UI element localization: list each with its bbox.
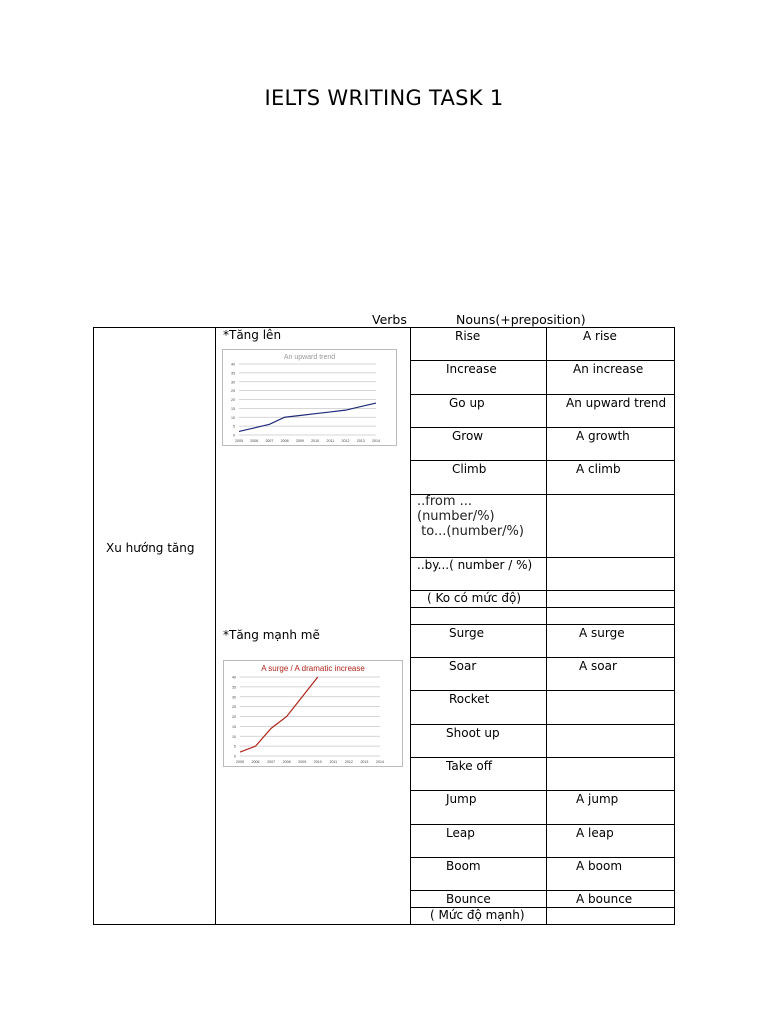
degree-cell: ( Ko có mức độ) (427, 591, 522, 605)
x-tick-label: 2008 (282, 760, 291, 764)
noun-cell: A jump (576, 792, 619, 806)
col-divider-3 (546, 327, 547, 925)
row-divider (410, 890, 675, 891)
row-divider (410, 394, 675, 395)
y-tick-label: 10 (231, 415, 235, 420)
x-tick-label: 2006 (251, 760, 260, 764)
y-tick-label: 25 (231, 389, 235, 394)
y-tick-label: 0 (233, 433, 235, 438)
row-divider (410, 657, 675, 658)
verb-cell: Rocket (449, 692, 490, 706)
verb-cell: Grow (452, 429, 484, 443)
x-tick-label: 2014 (376, 760, 384, 764)
row-divider (410, 427, 675, 428)
y-tick-label: 15 (232, 724, 236, 729)
row-divider (410, 460, 675, 461)
y-tick-label: 40 (231, 362, 235, 367)
section-label-surge: *Tăng mạnh mẽ (223, 628, 320, 642)
surge-chart (223, 660, 403, 767)
row-divider (410, 757, 675, 758)
noun-cell: A climb (576, 462, 621, 476)
y-tick-label: 5 (233, 424, 235, 429)
y-tick-label: 5 (234, 744, 236, 749)
x-tick-label: 2011 (326, 439, 335, 443)
x-tick-label: 2010 (311, 439, 320, 443)
y-tick-label: 15 (231, 406, 235, 411)
row-divider (410, 824, 675, 825)
section-label-rise: *Tăng lên (223, 328, 282, 342)
noun-cell: An increase (573, 362, 644, 376)
row-divider (410, 624, 675, 625)
verb-cell: Surge (449, 626, 484, 640)
x-tick-label: 2006 (250, 439, 259, 443)
chart-title: An upward trend (283, 354, 336, 361)
by-cell: ..by...( number / %) (417, 558, 533, 572)
noun-cell: A bounce (576, 892, 633, 906)
x-tick-label: 2012 (344, 760, 353, 764)
verb-cell: Shoot up (446, 726, 500, 740)
row-divider (410, 790, 675, 791)
verb-cell: Increase (446, 362, 497, 376)
noun-cell: A leap (576, 826, 614, 840)
y-tick-label: 35 (232, 685, 236, 690)
verb-cell: Climb (452, 462, 487, 476)
x-tick-label: 2013 (356, 439, 365, 443)
upward-trend-chart (222, 349, 397, 446)
noun-cell: A surge (579, 626, 625, 640)
col-divider-1 (215, 327, 216, 925)
verb-cell: Jump (446, 792, 477, 806)
x-tick-label: 2007 (267, 760, 276, 764)
verb-cell: Go up (449, 396, 485, 410)
row-divider (410, 360, 675, 361)
y-tick-label: 0 (234, 754, 236, 759)
verb-cell: Boom (446, 859, 481, 873)
category-label: Xu hướng tăng (106, 541, 195, 555)
y-tick-label: 25 (232, 705, 236, 710)
x-tick-label: 2009 (298, 760, 307, 764)
x-tick-label: 2010 (313, 760, 322, 764)
noun-cell: A growth (576, 429, 630, 443)
page-title: IELTS WRITING TASK 1 (264, 86, 504, 110)
row-divider (410, 857, 675, 858)
x-tick-label: 2012 (341, 439, 350, 443)
y-tick-label: 30 (231, 380, 235, 385)
x-tick-label: 2014 (372, 439, 380, 443)
y-tick-label: 35 (231, 371, 235, 376)
x-tick-label: 2005 (235, 439, 243, 443)
verb-cell: Soar (449, 659, 477, 673)
noun-cell: A soar (579, 659, 617, 673)
verb-cell: Bounce (446, 892, 491, 906)
col-divider-2 (410, 327, 411, 925)
y-tick-label: 30 (232, 695, 236, 700)
x-tick-label: 2009 (295, 439, 304, 443)
y-tick-label: 20 (232, 715, 236, 719)
row-divider (410, 724, 675, 725)
row-divider (410, 607, 675, 608)
from-to-cell: ..from ... (number/%) to...(number/%) (417, 494, 524, 539)
series-line (240, 677, 318, 752)
verb-cell: Leap (446, 826, 475, 840)
verb-cell: Rise (455, 329, 481, 343)
degree-cell: ( Mức độ mạnh) (430, 908, 525, 922)
chart-title: A surge / A dramatic increase (261, 664, 365, 673)
verb-cell: Take off (446, 759, 493, 773)
noun-cell: An upward trend (566, 396, 667, 410)
noun-cell: A rise (583, 329, 617, 343)
x-tick-label: 2013 (360, 760, 369, 764)
noun-cell: A boom (576, 859, 623, 873)
x-tick-label: 2005 (236, 760, 244, 764)
y-tick-label: 10 (232, 734, 236, 739)
x-tick-label: 2008 (280, 439, 289, 443)
x-tick-label: 2007 (265, 439, 274, 443)
y-tick-label: 40 (232, 675, 236, 680)
row-divider (410, 690, 675, 691)
x-tick-label: 2011 (329, 760, 338, 764)
nouns-header: Nouns(+preposition) (456, 312, 586, 327)
y-tick-label: 20 (231, 398, 235, 402)
verbs-header: Verbs (372, 312, 407, 327)
